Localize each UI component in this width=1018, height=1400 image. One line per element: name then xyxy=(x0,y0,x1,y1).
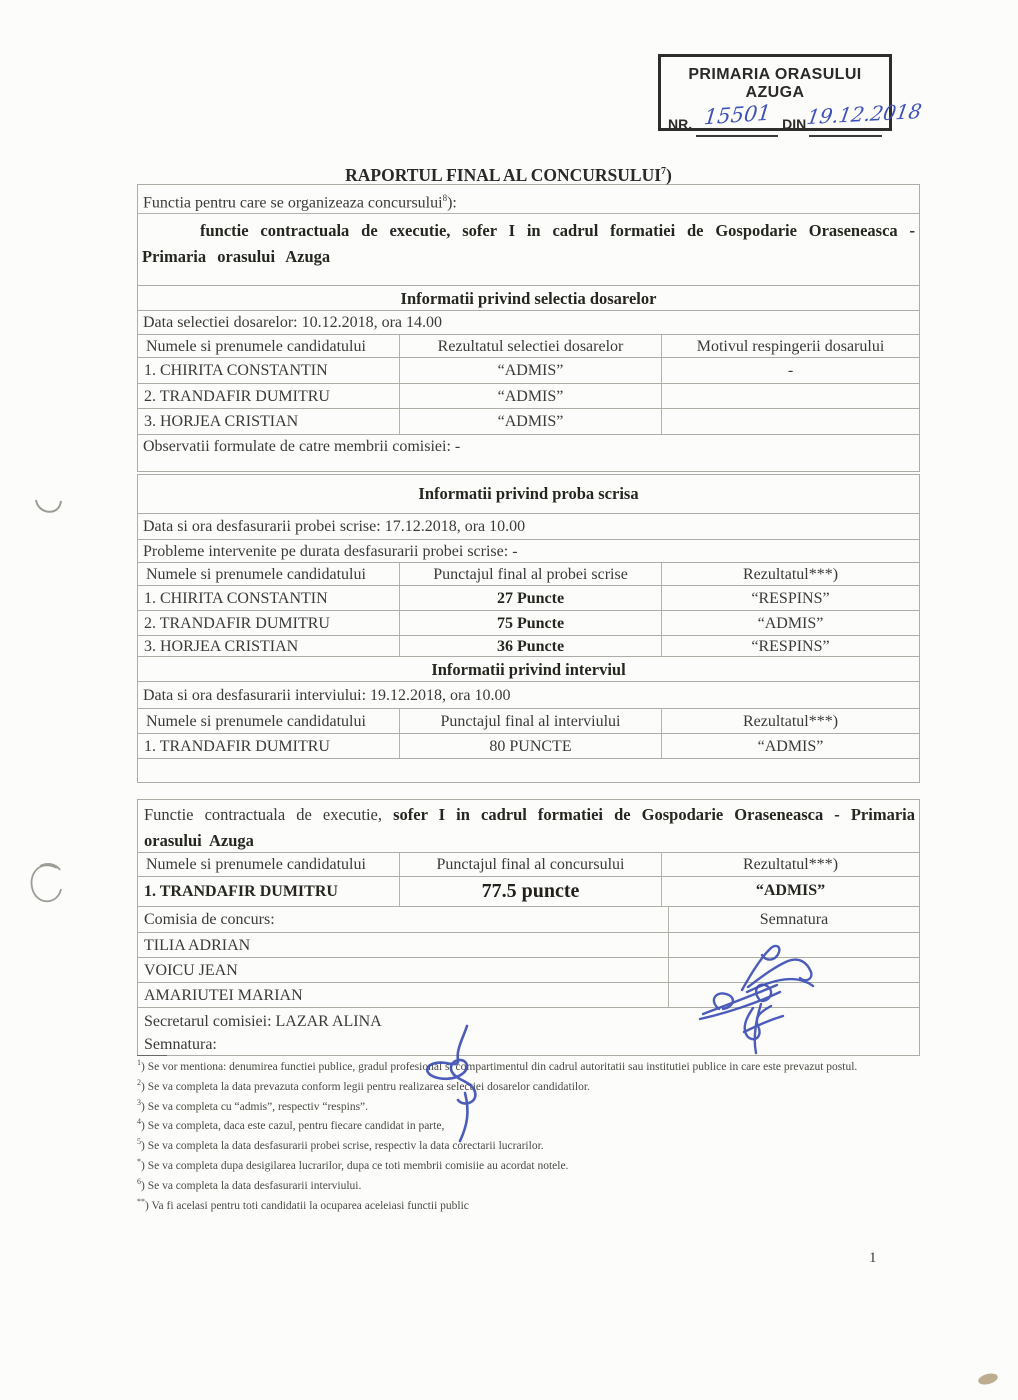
dosare-observations: Observatii formulate de catre membrii comisiei: - xyxy=(137,434,920,472)
col-header-points: Punctajul final al interviului xyxy=(400,709,662,733)
candidate-result: “ADMIS” xyxy=(757,615,824,632)
footnote: $^1$) Se vor mentiona: denumirea functiei publice, gradul profesional si compartimentul din cadrul autoritatii sau institutiei publice in care este prevazut postul. xyxy=(137,1058,858,1073)
table-row xyxy=(137,357,920,384)
member-name: AMARIUTEI MARIAN xyxy=(138,983,669,1007)
section-header-interviu: Informatii privind interviul xyxy=(137,656,920,682)
candidate-points: 75 Puncte xyxy=(400,611,662,635)
proba-problems-line: Probleme intervenite pe durata desfasurarii probei scrise: - xyxy=(137,539,920,563)
punch-hole-mark xyxy=(32,864,61,901)
candidate-points: 27 Puncte xyxy=(400,586,662,610)
table-row xyxy=(137,383,920,409)
candidate-result: “ADMIS” xyxy=(400,358,662,383)
col-header-result: Rezultatul***) xyxy=(742,713,839,730)
candidate-points: 77.5 puncte xyxy=(400,877,662,906)
col-header-points: Punctajul final al concursului xyxy=(400,853,662,876)
candidate-name: 3. HORJEA CRISTIAN xyxy=(138,409,400,434)
col-header-result: Rezultatul***) xyxy=(742,856,839,873)
spacer xyxy=(137,782,920,800)
section-header-dosare: Informatii privind selectia dosarelor xyxy=(137,285,920,311)
footnote: $^3$) Se va completa cu “admis”, respectiv “respins”. xyxy=(137,1097,369,1113)
stamp-nr-label: NR. xyxy=(668,116,693,132)
candidate-name: 2. TRANDAFIR DUMITRU xyxy=(138,611,400,635)
footnote: $^4$) Se va completa, daca este cazul, pentru fiecare candidat in parte, xyxy=(137,1117,445,1133)
scan-smudge xyxy=(977,1372,999,1387)
stamp-number-row xyxy=(661,98,924,137)
footnote: **) Va fi acelasi pentru toti candidatii la ocuparea aceleiasi functii public xyxy=(137,1196,469,1212)
position-value: functie contractuala de executie, sofer I in cadrul formatiei de Gospodarie Oraseneasca - Primaria orasului Azuga xyxy=(142,221,915,266)
signature-column-header: Semnatura xyxy=(759,911,829,928)
table-row xyxy=(137,733,920,759)
table-row xyxy=(137,408,920,435)
col-header-motive: Motivul respingerii dosarului xyxy=(696,338,885,355)
final-table-header xyxy=(137,852,920,877)
stamp-date-handwritten-value: 19.12.2018 xyxy=(805,98,924,130)
member-name: TILIA ADRIAN xyxy=(138,933,669,957)
candidate-name: 2. TRANDAFIR DUMITRU xyxy=(138,384,400,408)
position-box xyxy=(137,184,920,286)
secretary-block xyxy=(137,1007,920,1056)
col-header-name: Numele si prenumele candidatului xyxy=(138,335,400,357)
commission-label: Comisia de concurs: xyxy=(138,907,669,932)
commission-member-row xyxy=(137,932,920,958)
position-label: Functia pentru care se organizeaza concursului$^8$): xyxy=(138,185,919,214)
proba-date-line: Data si ora desfasurarii probei scrise: 17.12.2018, ora 10.00 xyxy=(137,513,920,540)
final-position-paragraph: Functie contractuala de executie, sofer I in cadrul formatiei de Gospodarie Oraseneasca - Primaria orasului Azuga xyxy=(137,799,920,853)
col-header-result: Rezultatul***) xyxy=(742,566,839,583)
stamp-din-label: DIN xyxy=(782,116,807,132)
footnote: $^5$) Se va completa la data desfasurarii probei scrise, respectiv la data corectarii lucrarilor. xyxy=(137,1137,544,1153)
commission-member-row xyxy=(137,982,920,1008)
punch-hole-mark xyxy=(36,500,61,512)
candidate-name: 1. CHIRITA CONSTANTIN xyxy=(138,586,400,610)
footnote: *) Se va completa dupa desigilarea lucrarilor, dupa ce toti membrii comisiie au acordat notele. xyxy=(137,1157,569,1172)
candidate-name: 1. TRANDAFIR DUMITRU xyxy=(138,877,400,906)
proba-table-header xyxy=(137,562,920,586)
secretary-line: Secretarul comisiei: LAZAR ALINA xyxy=(144,1013,382,1030)
final-result-row xyxy=(137,876,920,907)
empty-row xyxy=(137,758,920,783)
candidate-motive: - xyxy=(787,362,794,379)
table-row xyxy=(137,585,920,611)
candidate-name: 3. HORJEA CRISTIAN xyxy=(138,636,400,656)
candidate-name: 1. CHIRITA CONSTANTIN xyxy=(138,358,400,383)
footnotes xyxy=(137,1055,920,1214)
candidate-result: “ADMIS” xyxy=(400,384,662,408)
table-row xyxy=(137,635,920,657)
col-header-result: Rezultatul selectiei dosarelor xyxy=(400,335,662,357)
col-header-points: Punctajul final al probei scrise xyxy=(400,563,662,585)
candidate-motive xyxy=(662,409,919,434)
col-header-name: Numele si prenumele candidatului xyxy=(138,709,400,733)
dosare-table-header xyxy=(137,334,920,358)
section-header-proba-scrisa: Informatii privind proba scrisa xyxy=(137,474,920,514)
footnote: $^2$) Se va completa la data prevazuta conform legii pentru realizarea selectiei dosarelor candidatilor. xyxy=(137,1077,590,1093)
member-name: VOICU JEAN xyxy=(138,958,669,982)
candidate-motive xyxy=(662,384,919,408)
commission-header-row xyxy=(137,906,920,933)
member-signature-cell xyxy=(669,933,919,957)
registration-stamp xyxy=(658,54,924,132)
candidate-points: 36 Puncte xyxy=(400,636,662,656)
stamp-nr-underline xyxy=(696,100,778,137)
interviu-date-line: Data si ora desfasurarii interviului: 19.12.2018, ora 10.00 xyxy=(137,681,920,709)
document-title: RAPORTUL FINAL AL CONCURSULUI$^7$) xyxy=(345,164,672,185)
candidate-result: “ADMIS” xyxy=(757,738,824,755)
candidate-name: 1. TRANDAFIR DUMITRU xyxy=(138,734,400,758)
position-footnote-ref: 8 xyxy=(442,193,448,203)
candidate-result: “RESPINS” xyxy=(751,590,830,607)
candidate-result: “ADMIS” xyxy=(400,409,662,434)
col-header-name: Numele si prenumele candidatului xyxy=(138,853,400,876)
member-signature-cell xyxy=(669,958,919,982)
dosare-date-line: Data selectiei dosarelor: 10.12.2018, ora 14.00 xyxy=(137,310,920,335)
col-header-name: Numele si prenumele candidatului xyxy=(138,563,400,585)
interviu-table-header xyxy=(137,708,920,734)
candidate-points: 80 PUNCTE xyxy=(400,734,662,758)
page-number: 1 xyxy=(869,1250,877,1266)
candidate-result: “RESPINS” xyxy=(751,638,830,655)
commission-member-row xyxy=(137,957,920,983)
table-row xyxy=(137,610,920,636)
footnote: $^6$) Se va completa la data desfasurarii interviului. xyxy=(137,1176,362,1192)
stamp-title: PRIMARIA ORASULUI AZUGA xyxy=(688,66,862,101)
stamp-nr-handwritten-value: 15501 xyxy=(702,100,773,130)
document-body xyxy=(137,163,920,1214)
candidate-result: “ADMIS” xyxy=(755,882,826,899)
title-footnote-ref: 7 xyxy=(661,166,667,177)
member-signature-cell xyxy=(669,983,919,1007)
stamp-din-underline xyxy=(805,98,924,137)
secretary-signature-label: Semnatura: xyxy=(144,1036,217,1053)
